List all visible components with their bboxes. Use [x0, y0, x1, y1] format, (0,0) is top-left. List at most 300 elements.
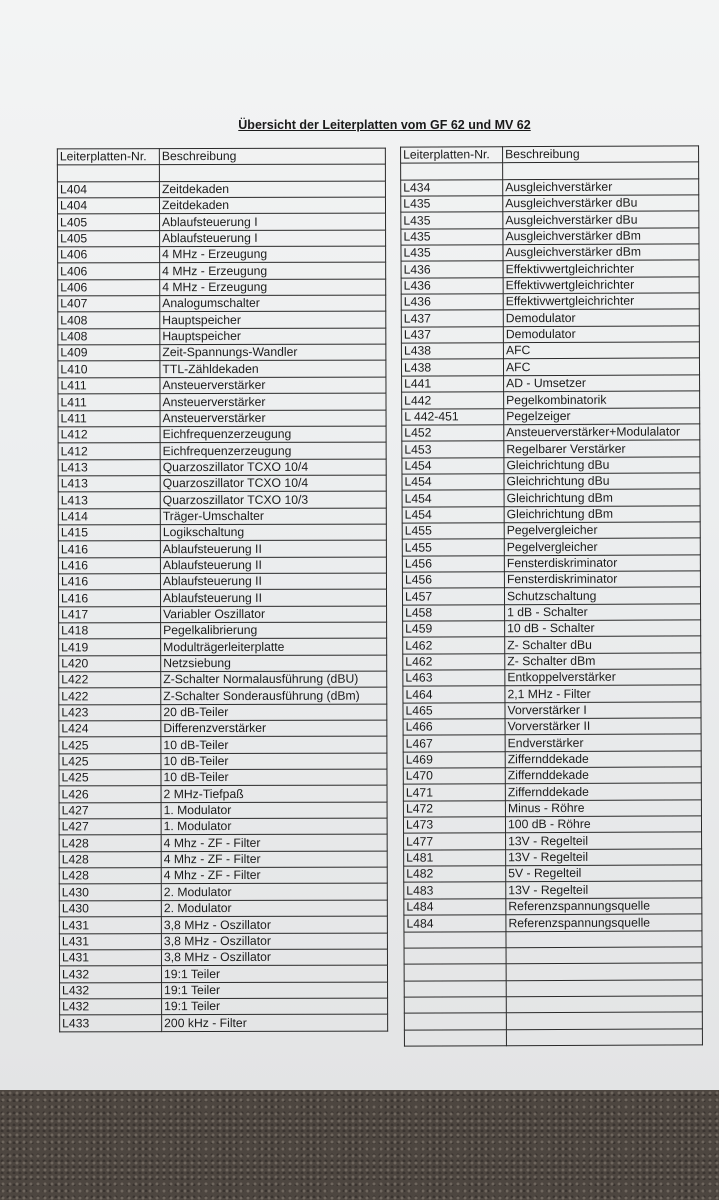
table-row — [403, 767, 701, 785]
table-row — [58, 442, 386, 459]
board-number-cell: L454 — [402, 490, 504, 507]
table-row — [60, 1014, 388, 1031]
board-number-cell: L456 — [402, 555, 504, 572]
board-number-cell: L415 — [58, 525, 160, 542]
board-number-cell — [404, 964, 506, 981]
description-cell: Ausgleichverstärker dBm — [503, 244, 699, 261]
description-cell: Schutzschaltung — [504, 587, 700, 604]
table-row — [59, 867, 387, 884]
board-number-cell: L434 — [401, 179, 503, 196]
table-row — [403, 653, 701, 671]
board-number-cell: L455 — [402, 523, 504, 540]
table-row — [401, 309, 699, 327]
table-header-row — [401, 146, 699, 164]
table-row — [58, 491, 386, 508]
description-cell: 1. Modulator — [161, 802, 387, 819]
description-cell — [506, 963, 702, 980]
document-title: Übersicht der Leiterplatten vom GF 62 und MV 62 — [238, 118, 531, 132]
description-cell: 10 dB-Teiler — [161, 769, 387, 786]
description-cell: Ablaufsteuerung II — [160, 557, 386, 574]
description-cell: Z- Schalter dBm — [505, 653, 701, 670]
description-cell — [506, 930, 702, 947]
description-cell: 10 dB-Teiler — [161, 736, 387, 753]
description-cell: Zeit-Spannungs-Wandler — [160, 344, 386, 361]
board-number-cell: L414 — [58, 508, 160, 525]
table-row — [402, 375, 700, 393]
board-number-cell: L416 — [58, 541, 160, 558]
description-cell: Referenzspannungsquelle — [506, 898, 702, 915]
board-number-cell: L472 — [403, 800, 505, 817]
description-cell: AFC — [503, 358, 699, 375]
description-cell: 4 Mhz - ZF - Filter — [161, 851, 387, 868]
table-row — [58, 393, 386, 410]
description-cell: Eichfrequenzerzeugung — [160, 442, 386, 459]
table-row — [403, 702, 701, 720]
table-row — [58, 279, 386, 296]
board-number-cell — [401, 163, 503, 180]
board-number-cell: L436 — [401, 294, 503, 311]
board-number-cell: L466 — [403, 719, 505, 736]
table-row — [402, 424, 700, 442]
board-number-cell: L412 — [58, 427, 160, 444]
table-row — [404, 914, 702, 932]
description-cell: Ablaufsteuerung I — [160, 230, 386, 247]
table-row — [404, 898, 702, 916]
board-number-cell: L477 — [404, 833, 506, 850]
table-header-row — [57, 148, 385, 165]
description-cell: Pegelzeiger — [504, 407, 700, 424]
table-row — [58, 262, 386, 279]
table-row — [403, 816, 701, 834]
description-cell: 2. Modulator — [161, 900, 387, 917]
table-row — [401, 179, 699, 197]
description-cell: Pegelvergleicher — [504, 538, 700, 555]
description-cell: 10 dB-Teiler — [161, 753, 387, 770]
board-number-cell: L469 — [403, 751, 505, 768]
board-number-cell: L432 — [60, 999, 162, 1016]
board-number-cell: L425 — [59, 770, 161, 787]
board-number-cell: L407 — [58, 296, 160, 313]
table-row — [59, 687, 387, 704]
description-cell: Demodulator — [503, 309, 699, 326]
board-number-cell — [404, 1013, 506, 1030]
board-number-cell: L417 — [59, 606, 161, 623]
table-row — [59, 753, 387, 770]
table-row — [401, 342, 699, 360]
description-cell — [506, 1012, 702, 1029]
description-cell: Z-Schalter Normalausführung (dBU) — [161, 671, 387, 688]
table-row — [60, 998, 388, 1015]
board-number-cell: L412 — [58, 443, 160, 460]
description-cell: Ziffernddekade — [505, 767, 701, 784]
header-board-number: Leiterplatten-Nr. — [401, 147, 503, 164]
board-number-cell: L452 — [402, 425, 504, 442]
board-number-cell: L409 — [58, 345, 160, 362]
table-row — [59, 736, 387, 753]
table-row — [403, 636, 701, 654]
table-row — [404, 996, 702, 1014]
description-cell: Eichfrequenzerzeugung — [160, 426, 386, 443]
description-cell: Z-Schalter Sonderausführung (dBm) — [161, 687, 387, 704]
board-number-cell: L430 — [59, 884, 161, 901]
description-cell: 100 dB - Röhre — [505, 816, 701, 833]
board-number-cell: L437 — [401, 310, 503, 327]
table-row — [401, 326, 699, 344]
board-number-cell: L456 — [402, 572, 504, 589]
table-row — [404, 865, 702, 883]
board-number-cell: L431 — [59, 950, 161, 967]
board-number-cell: L433 — [60, 1015, 162, 1032]
table-row — [58, 246, 386, 263]
description-cell: 10 dB - Schalter — [505, 620, 701, 637]
table-row — [58, 426, 386, 443]
description-cell: Zeitdekaden — [159, 197, 385, 214]
table-row — [58, 540, 386, 557]
board-number-cell: L405 — [58, 214, 160, 231]
table-row — [59, 835, 387, 852]
description-cell: Ansteuerverstärker+Modulalator — [504, 424, 700, 441]
table-row — [59, 916, 387, 933]
table-row — [60, 982, 388, 999]
board-number-cell: L438 — [401, 343, 503, 360]
board-number-cell: L436 — [401, 261, 503, 278]
description-cell: TTL-Zähldekaden — [160, 361, 386, 378]
board-number-cell: L425 — [59, 737, 161, 754]
description-cell: Referenzspannungsquelle — [506, 914, 702, 931]
board-number-cell: L404 — [57, 198, 159, 215]
table-row — [58, 230, 386, 247]
description-cell: Hauptspeicher — [160, 328, 386, 345]
description-cell: Ansteuerverstärker — [160, 393, 386, 410]
description-cell: Analogumschalter — [160, 295, 386, 312]
description-cell — [506, 947, 702, 964]
table-row — [404, 930, 702, 948]
board-number-cell: L454 — [402, 474, 504, 491]
table-row — [403, 669, 701, 687]
table-row — [404, 979, 702, 997]
description-cell: 13V - Regelteil — [506, 881, 702, 898]
description-cell: Modulträgerleiterplatte — [161, 638, 387, 655]
table-row — [401, 260, 699, 278]
board-number-cell: L428 — [59, 851, 161, 868]
board-number-cell: L413 — [58, 492, 160, 509]
board-number-cell: L484 — [404, 915, 506, 932]
description-cell: 3,8 MHz - Oszillator — [161, 916, 387, 933]
board-number-cell: L427 — [59, 802, 161, 819]
description-cell: Gleichrichtung dBu — [504, 456, 700, 473]
table-row — [402, 391, 700, 409]
table-row — [402, 440, 700, 458]
table-row — [59, 720, 387, 737]
table-row — [59, 704, 387, 721]
table-row — [59, 655, 387, 672]
description-cell: 19:1 Teiler — [162, 982, 388, 999]
table-row — [58, 475, 386, 492]
table-row — [402, 489, 700, 507]
table-row — [402, 538, 700, 556]
description-cell: AD - Umsetzer — [504, 375, 700, 392]
description-cell: 19:1 Teiler — [162, 998, 388, 1015]
description-cell: 200 kHz - Filter — [162, 1014, 388, 1031]
board-number-cell: L463 — [403, 670, 505, 687]
description-cell: Effektivwertgleichrichter — [503, 293, 699, 310]
board-number-cell: L462 — [403, 637, 505, 654]
description-cell: 4 Mhz - ZF - Filter — [161, 835, 387, 852]
board-number-cell: L438 — [401, 359, 503, 376]
description-cell: Ziffernddekade — [505, 751, 701, 768]
board-number-cell: L457 — [402, 588, 504, 605]
table-row — [404, 1012, 702, 1030]
description-cell: Entkoppelverstärker — [505, 669, 701, 686]
board-number-cell: L408 — [58, 328, 160, 345]
description-cell: Fensterdiskriminator — [504, 571, 700, 588]
table-row — [402, 587, 700, 605]
table-row — [403, 751, 701, 769]
board-number-cell: L406 — [58, 263, 160, 280]
board-number-cell: L428 — [59, 868, 161, 885]
table-row — [57, 181, 385, 198]
table-row — [59, 818, 387, 835]
board-number-cell: L418 — [59, 623, 161, 640]
table-row — [59, 802, 387, 819]
table-row — [404, 947, 702, 965]
circuit-board-table-right — [400, 145, 703, 1046]
description-cell: Ausgleichverstärker dBu — [503, 195, 699, 212]
description-cell: Pegelkombinatorik — [504, 391, 700, 408]
table-row — [403, 800, 701, 818]
board-number-cell — [404, 997, 506, 1014]
board-number-cell: L425 — [59, 753, 161, 770]
description-cell: Quarzoszillator TCXO 10/4 — [160, 459, 386, 476]
header-description: Beschreibung — [503, 146, 699, 163]
description-cell: 2,1 MHz - Filter — [505, 685, 701, 702]
table-row — [402, 473, 700, 491]
board-number-cell: L411 — [58, 410, 160, 427]
table-row — [401, 277, 699, 295]
board-number-cell: L428 — [59, 835, 161, 852]
description-cell: 4 MHz - Erzeugung — [160, 279, 386, 296]
table-row — [402, 522, 700, 540]
board-number-cell: L436 — [401, 277, 503, 294]
board-number-cell: L411 — [58, 394, 160, 411]
description-cell — [506, 996, 702, 1013]
board-number-cell: L454 — [402, 457, 504, 474]
description-cell: Ablaufsteuerung II — [161, 589, 387, 606]
board-number-cell: L437 — [401, 326, 503, 343]
board-number-cell: L458 — [403, 604, 505, 621]
description-cell: Pegelvergleicher — [504, 522, 700, 539]
table-row — [59, 965, 387, 982]
description-cell: Effektivwertgleichrichter — [503, 277, 699, 294]
description-cell — [506, 979, 702, 996]
table-row — [59, 949, 387, 966]
description-cell: Träger-Umschalter — [160, 508, 386, 525]
description-cell: Variabler Oszillator — [161, 606, 387, 623]
table-row — [401, 195, 699, 213]
description-cell: 1 dB - Schalter — [505, 603, 701, 620]
table-row — [404, 1028, 702, 1046]
table-row — [59, 851, 387, 868]
board-number-cell: L432 — [60, 982, 162, 999]
description-cell: Gleichrichtung dBu — [504, 473, 700, 490]
board-number-cell: L453 — [402, 441, 504, 458]
table-row — [57, 164, 385, 181]
description-cell: Fensterdiskriminator — [504, 554, 700, 571]
board-number-cell: L416 — [58, 574, 160, 591]
board-number-cell: L435 — [401, 228, 503, 245]
board-number-cell: L430 — [59, 900, 161, 917]
header-board-number: Leiterplatten-Nr. — [57, 149, 159, 166]
description-cell: Effektivwertgleichrichter — [503, 260, 699, 277]
description-cell: Ablaufsteuerung II — [160, 540, 386, 557]
table-row — [58, 557, 386, 574]
table-row — [58, 361, 386, 378]
board-number-cell: L484 — [404, 899, 506, 916]
description-cell: 3,8 MHz - Oszillator — [161, 933, 387, 950]
table-row — [401, 211, 699, 229]
board-number-cell: L431 — [59, 917, 161, 934]
board-number-cell: L406 — [58, 247, 160, 264]
table-row — [403, 603, 701, 621]
board-number-cell: L422 — [59, 688, 161, 705]
table-row — [58, 524, 386, 541]
description-cell: 4 Mhz - ZF - Filter — [161, 867, 387, 884]
board-number-cell: L405 — [58, 230, 160, 247]
table-row — [403, 620, 701, 638]
table-row — [403, 734, 701, 752]
description-cell: Ausgleichverstärker dBu — [503, 211, 699, 228]
board-number-cell: L454 — [402, 506, 504, 523]
board-number-cell: L413 — [58, 476, 160, 493]
table-row — [58, 344, 386, 361]
table-row — [401, 228, 699, 246]
description-cell: 3,8 MHz - Oszillator — [161, 949, 387, 966]
board-number-cell: L473 — [403, 817, 505, 834]
board-number-cell: L470 — [403, 768, 505, 785]
board-number-cell: L411 — [58, 377, 160, 394]
description-cell: Pegelkalibrierung — [161, 622, 387, 639]
table-row — [59, 606, 387, 623]
description-cell: 20 dB-Teiler — [161, 704, 387, 721]
board-number-cell: L423 — [59, 704, 161, 721]
table-row — [401, 358, 699, 376]
description-cell: 5V - Regelteil — [506, 865, 702, 882]
board-number-cell: L424 — [59, 721, 161, 738]
table-row — [404, 832, 702, 850]
board-number-cell: L431 — [59, 933, 161, 950]
description-cell: Gleichrichtung dBm — [504, 505, 700, 522]
description-cell: Gleichrichtung dBm — [504, 489, 700, 506]
table-row — [404, 963, 702, 981]
description-cell — [159, 164, 385, 181]
table-row — [402, 505, 700, 523]
board-number-cell: L420 — [59, 655, 161, 672]
description-cell: 13V - Regelteil — [506, 832, 702, 849]
description-cell: 2. Modulator — [161, 884, 387, 901]
table-row — [402, 571, 700, 589]
table-row — [402, 407, 700, 425]
description-cell: Differenzverstärker — [161, 720, 387, 737]
description-cell: Regelbarer Verstärker — [504, 440, 700, 457]
description-cell: Minus - Röhre — [505, 800, 701, 817]
description-cell: Quarzoszillator TCXO 10/4 — [160, 475, 386, 492]
board-number-cell: L482 — [404, 866, 506, 883]
description-cell — [506, 1028, 702, 1045]
description-cell: Demodulator — [503, 326, 699, 343]
description-cell: Vorverstärker I — [505, 702, 701, 719]
table-row — [58, 508, 386, 525]
board-number-cell: L459 — [403, 621, 505, 638]
table-row — [57, 197, 385, 214]
board-number-cell — [404, 980, 506, 997]
board-number-cell: L416 — [58, 557, 160, 574]
header-description: Beschreibung — [159, 148, 385, 165]
board-number-cell: L435 — [401, 245, 503, 262]
table-row — [59, 933, 387, 950]
description-cell: Z- Schalter dBu — [505, 636, 701, 653]
description-cell: Hauptspeicher — [160, 312, 386, 329]
board-number-cell — [404, 931, 506, 948]
description-cell: Vorverstärker II — [505, 718, 701, 735]
description-cell: Ansteuerverstärker — [160, 377, 386, 394]
table-row — [59, 638, 387, 655]
table-row — [58, 410, 386, 427]
description-cell: Netzsiebung — [161, 655, 387, 672]
description-cell: AFC — [503, 342, 699, 359]
description-cell: 19:1 Teiler — [161, 965, 387, 982]
board-number-cell: L465 — [403, 702, 505, 719]
board-number-cell: L427 — [59, 819, 161, 836]
table-row — [58, 295, 386, 312]
description-cell: 4 MHz - Erzeugung — [160, 246, 386, 263]
description-cell: Ablaufsteuerung I — [160, 213, 386, 230]
description-cell: Logikschaltung — [160, 524, 386, 541]
table-row — [402, 554, 700, 572]
description-cell: 2 MHz-Tiefpaß — [161, 785, 387, 802]
board-number-cell: L481 — [404, 849, 506, 866]
board-number-cell: L432 — [59, 966, 161, 983]
board-number-cell: L413 — [58, 459, 160, 476]
board-number-cell: L419 — [59, 639, 161, 656]
board-number-cell: L408 — [58, 312, 160, 329]
description-cell: Endverstärker — [505, 734, 701, 751]
table-row — [404, 881, 702, 899]
description-cell: Ansteuerverstärker — [160, 410, 386, 427]
board-number-cell: L410 — [58, 361, 160, 378]
table-row — [59, 900, 387, 917]
table-row — [403, 718, 701, 736]
board-number-cell: L404 — [57, 181, 159, 198]
table-row — [403, 783, 701, 801]
table-row — [58, 312, 386, 329]
table-row — [59, 671, 387, 688]
board-number-cell: L467 — [403, 735, 505, 752]
table-row — [58, 377, 386, 394]
board-number-cell: L471 — [403, 784, 505, 801]
board-number-cell: L462 — [403, 653, 505, 670]
board-number-cell: L435 — [401, 196, 503, 213]
board-number-cell — [404, 948, 506, 965]
board-number-cell: L483 — [404, 882, 506, 899]
board-number-cell: L441 — [402, 376, 504, 393]
table-row — [401, 293, 699, 311]
board-number-cell — [404, 1029, 506, 1046]
table-row — [58, 213, 386, 230]
table-row — [401, 244, 699, 262]
circuit-board-table-left — [57, 148, 388, 1032]
board-number-cell: L 442-451 — [402, 408, 504, 425]
table-row — [59, 589, 387, 606]
